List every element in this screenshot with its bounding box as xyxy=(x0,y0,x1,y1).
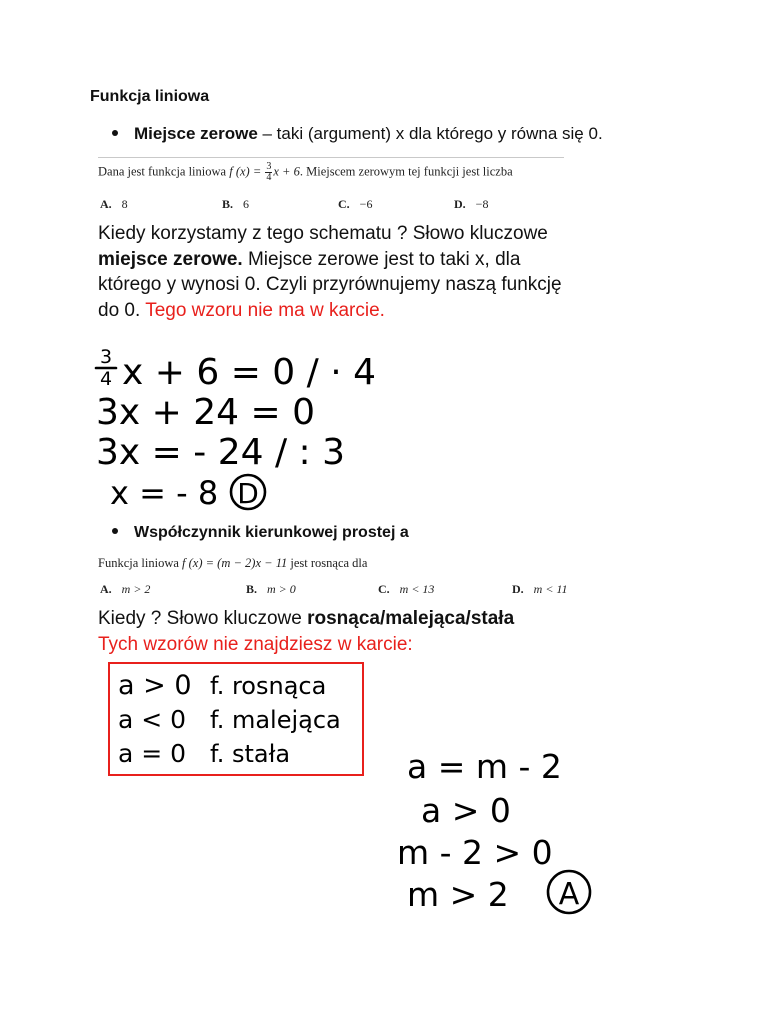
bullet-miejsce-zerowe xyxy=(112,124,603,144)
task-1-fraction xyxy=(265,162,272,183)
explanation-2-keyword: rosnąca/malejąca/stała xyxy=(307,608,515,629)
explanation-1-keyword: miejsce zerowe. xyxy=(98,248,243,270)
hw2-answer-letter: A xyxy=(558,877,580,912)
task-1-fx: f (x) = xyxy=(229,164,262,179)
answer-b: B. 6 xyxy=(222,197,250,211)
bullet-bold-text: Współczynnik kierunkowej prostej a xyxy=(134,524,409,541)
hw2-line-3: m - 2 > 0 xyxy=(397,833,553,872)
answer-d: D. m < 11 xyxy=(512,582,568,596)
explanation-2-text: Kiedy ? Słowo kluczowe xyxy=(98,608,308,629)
rule-3-label: f. stała xyxy=(210,740,291,768)
handwritten-solution-1 xyxy=(90,346,377,518)
task-1-text: Dana jest funkcja liniowa xyxy=(98,164,230,179)
handwritten-rules xyxy=(112,664,358,770)
handwritten-solution-2 xyxy=(395,740,605,920)
explanation-1-text: Kiedy korzystamy z tego schematu ? Słowo kluczowe xyxy=(98,223,548,244)
task-1 xyxy=(98,157,564,217)
explanation-2 xyxy=(98,606,568,657)
rule-1-label: f. rosnąca xyxy=(210,672,327,700)
bullet-bold-text: Miejsce zerowe xyxy=(134,124,258,143)
explanation-2-warning: Tych wzorów nie znajdziesz w karcie: xyxy=(98,633,413,655)
answer-a: A. 8 xyxy=(100,197,128,211)
hw2-line-2: a > 0 xyxy=(421,791,511,830)
task-2-formula: f (x) = (m − 2)x − 11 xyxy=(182,556,288,570)
hw-fraction-numerator: 3 xyxy=(99,346,113,368)
explanation-1-text-2: Miejsce zerowe jest to taki x, dla którego y wynosi 0. Czyli przyrównujemy naszą funkcję do 0. xyxy=(98,248,562,321)
rule-1-condition: a > 0 xyxy=(118,670,192,701)
hw-line-3: 3x = - 24 / : 3 xyxy=(96,432,345,473)
bullet-dot xyxy=(112,528,118,534)
task-1-text-after: . Miejscem zerowym tej funkcji jest liczba xyxy=(299,164,513,179)
fraction-denominator: 4 xyxy=(266,172,272,183)
task-2-text: Funkcja liniowa xyxy=(98,556,183,570)
hw2-line-1: a = m - 2 xyxy=(407,747,562,786)
bullet-text: – taki (argument) x dla którego y równa się 0. xyxy=(257,124,603,143)
bullet-dot xyxy=(112,130,118,136)
explanation-1-warning: Tego wzoru nie ma w karcie. xyxy=(145,299,385,321)
hw-line-2: 3x + 24 = 0 xyxy=(96,392,316,433)
answer-c: C. m < 13 xyxy=(378,582,435,596)
hw-line-1: x + 6 = 0 / · 4 xyxy=(122,352,377,393)
explanation-1 xyxy=(98,221,568,323)
answer-c: C. −6 xyxy=(338,197,373,211)
task-2-question xyxy=(98,552,564,571)
rule-2-condition: a < 0 xyxy=(118,705,187,734)
rule-3-condition: a = 0 xyxy=(118,739,187,768)
rule-2-label: f. malejąca xyxy=(210,706,341,734)
page-title: Funkcja liniowa xyxy=(90,88,210,105)
bullet-wspolczynnik xyxy=(112,524,409,542)
task-2-text-after: jest rosnąca dla xyxy=(287,556,368,570)
hw-line-4: x = - 8 xyxy=(110,474,219,512)
task-2 xyxy=(98,552,568,604)
hw-fraction-denominator: 4 xyxy=(99,368,113,390)
answer-a: A. m > 2 xyxy=(100,582,151,596)
hw-answer-letter: D xyxy=(237,477,259,510)
task-1-question xyxy=(98,157,564,183)
task-1-expression: x + 6 xyxy=(273,164,300,179)
answer-d: D. −8 xyxy=(454,197,489,211)
answer-b: B. m > 0 xyxy=(246,582,296,596)
fraction-numerator: 3 xyxy=(266,161,272,172)
hw2-line-4: m > 2 xyxy=(407,875,509,914)
